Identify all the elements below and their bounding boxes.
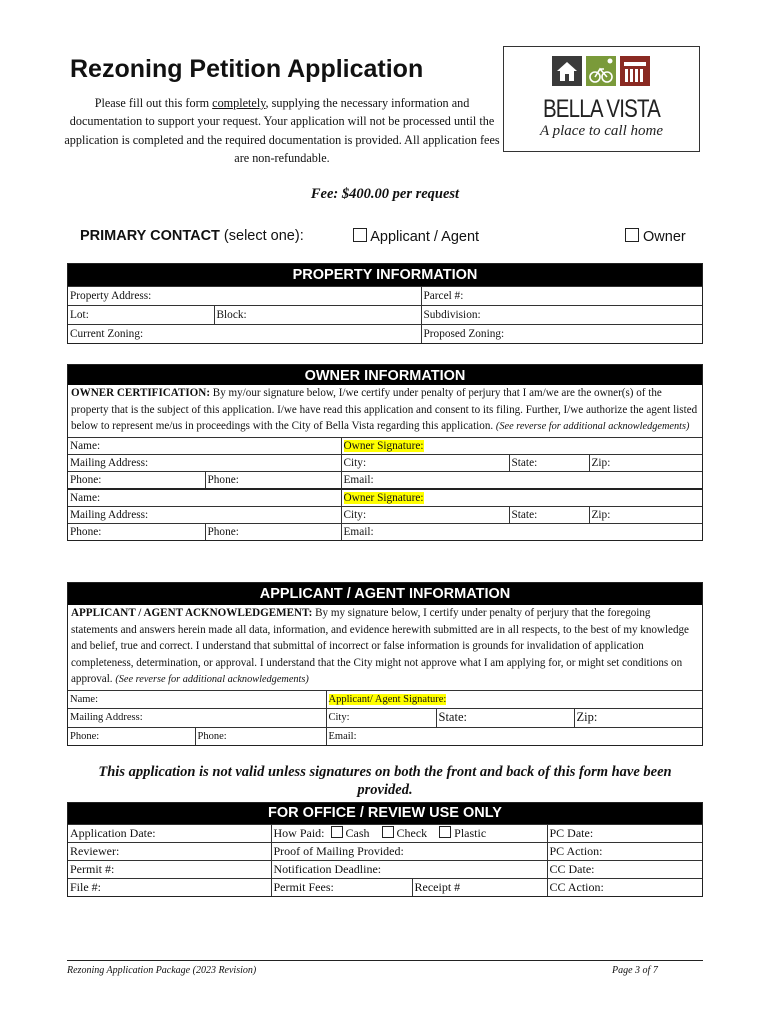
property-address-field[interactable]: Property Address: xyxy=(68,287,421,306)
cc-date-field[interactable]: CC Date: xyxy=(547,861,702,879)
application-date-field[interactable]: Application Date: xyxy=(68,825,271,843)
validity-notice-text: This application is not valid unless signatures on both the front and back of this form have been provided. xyxy=(98,764,672,798)
bike-icon xyxy=(586,56,616,86)
table-row xyxy=(68,879,702,897)
office-use-section xyxy=(67,802,703,897)
pc-date-field[interactable]: PC Date: xyxy=(547,825,702,843)
fee-text: Fee: $400.00 per request xyxy=(310,186,460,202)
table-row xyxy=(68,843,702,861)
applicant-state-field[interactable]: State: xyxy=(436,708,574,727)
intro-part-2: , supplying the necessary information and documentation to support your request. Your application will not be processed until the application is completed and the required documentation is provided. All application fees are non-refundable. xyxy=(64,96,500,166)
table-row xyxy=(68,438,702,455)
table-row xyxy=(68,523,702,540)
applicant-agent-heading: APPLICANT / AGENT INFORMATION xyxy=(68,583,702,605)
applicant-signature-field[interactable] xyxy=(326,691,702,709)
house-icon xyxy=(552,56,582,86)
owner2-email-field[interactable]: Email: xyxy=(341,523,702,540)
storefront-icon xyxy=(620,56,650,86)
applicant-zip-field[interactable]: Zip: xyxy=(574,708,702,727)
logo-wordmark: BELLA VISTA xyxy=(542,95,661,123)
owner-cert-text: By my/our signature below, I/we certify under penalty of perjury that I am/we are the owner(s) of the property that is the subject of this application. I/we have read this application and consent to its filing. Further, I/we authorize the agent listed below to represent me/us in proceedings with the City of Bella Vista regarding this application. xyxy=(71,387,698,433)
primary-contact-rest: (select one): xyxy=(219,228,304,244)
pc-action-field[interactable]: PC Action: xyxy=(547,843,702,861)
current-zoning-field[interactable]: Current Zoning: xyxy=(68,325,421,344)
owner-certification xyxy=(68,385,702,438)
property-table xyxy=(68,286,702,343)
notification-deadline-field[interactable]: Notification Deadline: xyxy=(271,861,547,879)
reviewer-field[interactable]: Reviewer: xyxy=(68,843,271,861)
owner2-state-field[interactable]: State: xyxy=(509,506,589,523)
logo-tagline: A place to call home xyxy=(539,123,664,139)
property-information-section xyxy=(67,263,703,344)
plastic-label: Plastic xyxy=(454,826,487,840)
page-title: Rezoning Petition Application xyxy=(70,55,424,83)
owner-option[interactable] xyxy=(625,228,686,245)
owner1-name-field[interactable]: Name: xyxy=(68,438,341,455)
intro-part-1: Please fill out this form xyxy=(94,96,213,110)
owner1-zip-field[interactable]: Zip: xyxy=(589,454,702,471)
table-row xyxy=(68,471,702,489)
owner1-phone-field[interactable]: Phone: xyxy=(68,471,205,489)
cash-checkbox[interactable] xyxy=(331,826,343,838)
proof-mailing-field[interactable]: Proof of Mailing Provided: xyxy=(271,843,547,861)
owner-table xyxy=(68,438,702,540)
how-paid-field xyxy=(271,825,547,843)
office-table xyxy=(68,824,702,896)
table-row xyxy=(68,325,702,344)
applicant-ack-text: By my signature below, I certify under penalty of perjury that the foregoing statements and answers herein made all data, information, and evidence herewith submitted are in all respects, to the best of my knowledge and belief, true and correct. I understand that submittal of incorrect or false information is grounds for invalidation of application completeness, determination, or approval. I understand that the City might not approve what I am applying for, or might set conditions on approval. xyxy=(71,607,689,686)
owner2-signature-label: Owner Signature: xyxy=(343,491,424,504)
table-row xyxy=(68,287,702,306)
primary-contact-bold: PRIMARY CONTACT xyxy=(80,228,220,244)
validity-notice xyxy=(0,763,770,799)
owner2-city-field[interactable]: City: xyxy=(341,506,509,523)
owner1-signature-label: Owner Signature: xyxy=(343,439,424,452)
applicant-phone2-field[interactable]: Phone: xyxy=(195,727,326,745)
table-row xyxy=(68,506,702,523)
footer-divider xyxy=(67,960,703,961)
plastic-checkbox[interactable] xyxy=(439,826,451,838)
applicant-ack-bold: APPLICANT / AGENT ACKNOWLEDGEMENT: xyxy=(71,607,313,619)
parcel-field[interactable]: Parcel #: xyxy=(421,287,702,306)
bella-vista-logo xyxy=(503,46,700,152)
applicant-mailing-field[interactable]: Mailing Address: xyxy=(68,708,326,727)
cc-action-field[interactable]: CC Action: xyxy=(547,879,702,897)
lot-field[interactable]: Lot: xyxy=(68,306,214,325)
permit-fees-field[interactable]: Permit Fees: xyxy=(271,879,412,897)
owner1-mailing-field[interactable]: Mailing Address: xyxy=(68,454,341,471)
footer-document-name: Rezoning Application Package (2023 Revision) xyxy=(67,965,257,976)
office-use-heading: FOR OFFICE / REVIEW USE ONLY xyxy=(68,803,702,824)
owner1-phone2-field[interactable]: Phone: xyxy=(205,471,341,489)
owner2-zip-field[interactable]: Zip: xyxy=(589,506,702,523)
how-paid-label: How Paid: xyxy=(273,826,325,840)
owner2-phone-field[interactable]: Phone: xyxy=(68,523,205,540)
applicant-acknowledgement xyxy=(68,605,702,691)
table-row xyxy=(68,825,702,843)
owner2-name-field[interactable]: Name: xyxy=(68,489,341,507)
check-label: Check xyxy=(396,826,428,840)
owner2-signature-field[interactable] xyxy=(341,489,702,507)
table-row xyxy=(68,727,702,745)
applicant-table xyxy=(68,691,702,745)
owner-cert-italic: (See reverse for additional acknowledgements) xyxy=(495,421,690,433)
block-field[interactable]: Block: xyxy=(214,306,421,325)
applicant-email-field[interactable]: Email: xyxy=(326,727,702,745)
owner-information-heading: OWNER INFORMATION xyxy=(68,365,702,385)
intro-underlined: completely xyxy=(212,96,266,110)
cash-label: Cash xyxy=(345,826,370,840)
applicant-phone-field[interactable]: Phone: xyxy=(68,727,195,745)
intro-text xyxy=(62,94,502,168)
owner2-phone2-field[interactable]: Phone: xyxy=(205,523,341,540)
owner-cert-bold: OWNER CERTIFICATION: xyxy=(71,387,211,399)
file-field[interactable]: File #: xyxy=(68,879,271,897)
applicant-agent-checkbox[interactable] xyxy=(353,228,367,242)
table-row xyxy=(68,489,702,507)
owner-information-section xyxy=(67,364,703,541)
applicant-name-field[interactable]: Name: xyxy=(68,691,326,709)
table-row xyxy=(68,861,702,879)
receipt-field[interactable]: Receipt # xyxy=(412,879,547,897)
owner1-email-field[interactable]: Email: xyxy=(341,471,702,489)
table-row xyxy=(68,691,702,709)
proposed-zoning-field[interactable]: Proposed Zoning: xyxy=(421,325,702,344)
applicant-city-field[interactable]: City: xyxy=(326,708,436,727)
table-row xyxy=(68,708,702,727)
check-checkbox[interactable] xyxy=(382,826,394,838)
applicant-agent-section xyxy=(67,582,703,746)
property-information-heading: PROPERTY INFORMATION xyxy=(68,264,702,286)
table-row xyxy=(68,454,702,471)
owner-checkbox[interactable] xyxy=(625,228,639,242)
owner1-signature-field[interactable] xyxy=(341,438,702,455)
permit-field[interactable]: Permit #: xyxy=(68,861,271,879)
applicant-ack-italic: (See reverse for additional acknowledgements) xyxy=(115,674,309,686)
applicant-agent-option-label: Applicant / Agent xyxy=(370,229,480,245)
footer-page-number: Page 3 of 7 xyxy=(612,965,658,976)
applicant-signature-label: Applicant/ Agent Signature: xyxy=(328,693,447,705)
owner1-city-field[interactable]: City: xyxy=(341,454,509,471)
table-row xyxy=(68,306,702,325)
applicant-agent-option[interactable] xyxy=(353,228,479,245)
owner2-mailing-field[interactable]: Mailing Address: xyxy=(68,506,341,523)
subdivision-field[interactable]: Subdivision: xyxy=(421,306,702,325)
owner1-state-field[interactable]: State: xyxy=(509,454,589,471)
owner-option-label: Owner xyxy=(643,229,686,245)
primary-contact-label xyxy=(80,228,304,244)
